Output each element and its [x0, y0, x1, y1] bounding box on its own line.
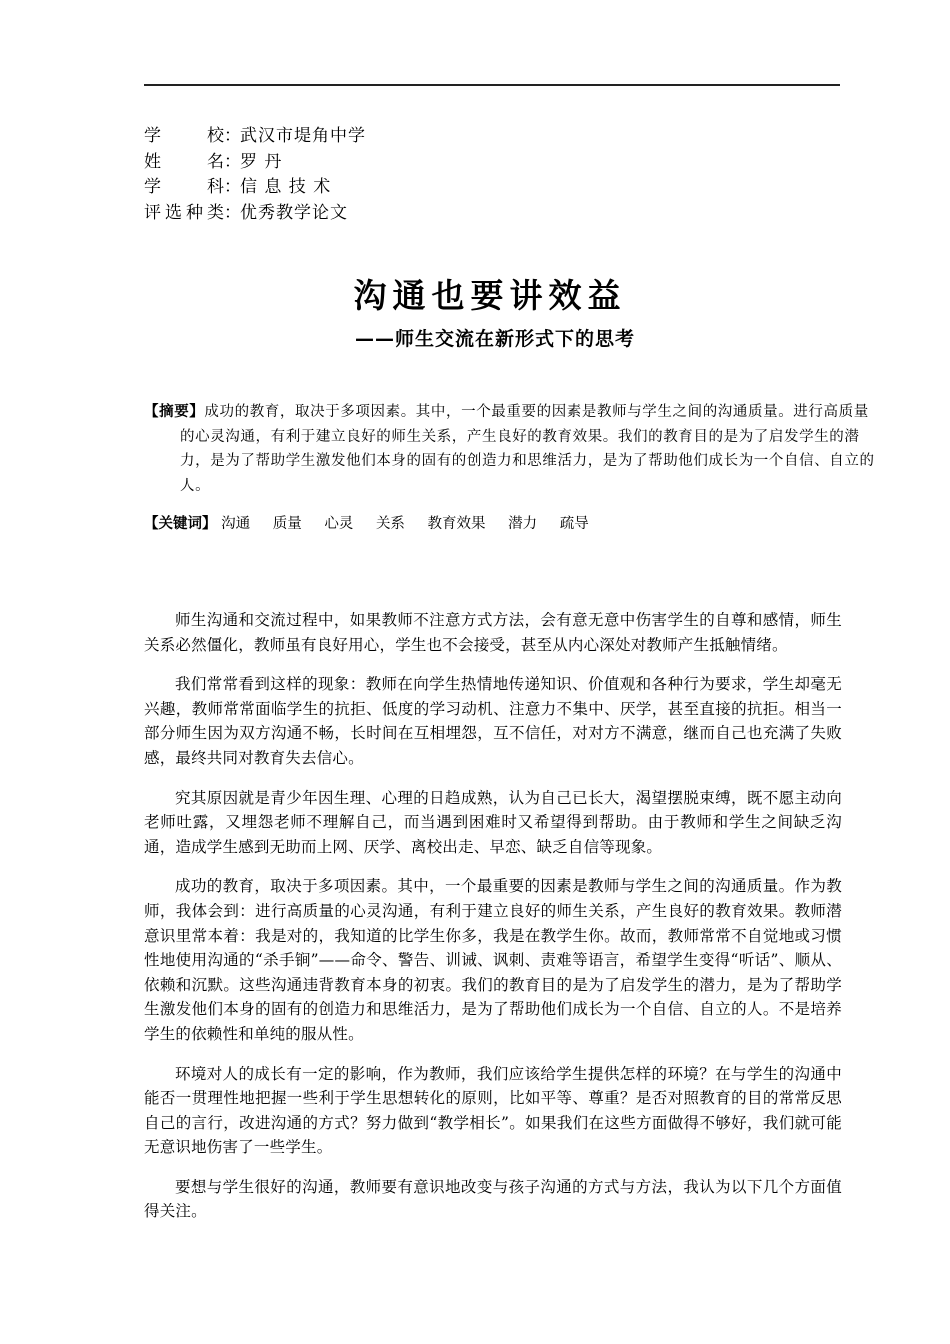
abstract-label: 【摘要】 — [144, 404, 205, 420]
keyword-item: 心灵 — [324, 516, 354, 532]
keyword-item: 质量 — [272, 516, 302, 532]
keywords — [144, 512, 844, 536]
school-colon: ： — [224, 126, 241, 146]
name-label: 姓名 — [144, 151, 224, 172]
subject-colon: ： — [224, 177, 241, 197]
keywords-label: 【关键词】 — [144, 516, 217, 532]
keyword-item: 潜力 — [508, 516, 538, 532]
abstract — [144, 400, 880, 498]
page-title: 沟通也要讲效益 — [353, 276, 627, 315]
school-value: 武汉市堤角中学 — [240, 126, 366, 146]
keyword-item: 疏导 — [559, 516, 589, 532]
category-value: 优秀教学论文 — [240, 202, 348, 223]
school-label: 学校 — [144, 126, 224, 146]
header-rule — [144, 84, 840, 86]
name-value: 罗 丹 — [240, 151, 283, 172]
abstract-text: 成功的教育，取决于多项因素。其中，一个最重要的因素是教师与学生之间的沟通质量。进行高质量的心灵沟通，有利于建立良好的师生关系，产生良好的教育效果。我们的教育目的是为了启发学生的潜力，是为了帮助学生激发他们本身的固有的创造力和思维活力，是为了帮助他们成长为一个自信、自立的人。 — [180, 404, 875, 494]
paragraph: 究其原因就是青少年因生理、心理的日趋成熟，认为自己已长大，渴望摆脱束缚，既不愿主动向老师吐露，又埋怨老师不理解自己，而当遇到困难时又希望得到帮助。由于教师和学生之间缺乏沟通，造成学生感到无助而上网、厌学、离校出走、早恋、缺乏自信等现象。 — [144, 788, 842, 856]
page-subtitle: ——师生交流在新形式下的思考 — [354, 328, 635, 350]
category-colon: ： — [224, 202, 241, 223]
article-body — [144, 608, 842, 1239]
category-label: 评选种类 — [144, 202, 224, 223]
keyword-item: 教育效果 — [427, 516, 486, 532]
paragraph: 环境对人的成长有一定的影响，作为教师，我们应该给学生提供怎样的环境？在与学生的沟通中能否一贯理性地把握一些利于学生思想转化的原则，比如平等、尊重？是否对照教育的目的常常反思自己的言行，改进沟通的方式？努力做到“教学相长”。如果我们在这些方面做得不够好，我们就可能无意识地伤害了一些学生。 — [144, 1064, 842, 1157]
subject-label: 学科 — [144, 177, 224, 197]
school-row — [144, 124, 366, 150]
paragraph: 成功的教育，取决于多项因素。其中，一个最重要的因素是教师与学生之间的沟通质量。作为教师，我体会到：进行高质量的心灵沟通，有利于建立良好的师生关系，产生良好的教育效果。教师潜意识里常本着：我是对的，我知道的比学生你多，我是在教学生你。故而，教师常常不自觉地或习惯性地使用沟通的“杀手锏”——命令、警告、训诫、讽刺、责难等语言，希望学生变得“听话”、顺从、依赖和沉默。这些沟通违背教育本身的初衷。我们的教育目的是为了启发学生的潜力，是为了帮助学生激发他们本身的固有的创造力和思维活力，是为了帮助他们成长为一个自信、自立的人。不是培养学生的依赖性和单纯的服从性。 — [144, 877, 842, 1043]
keyword-item: 沟通 — [221, 516, 251, 532]
category-row — [144, 201, 366, 227]
name-colon: ： — [224, 151, 241, 172]
paragraph: 要想与学生很好的沟通，教师要有意识地改变与孩子沟通的方式与方法，我认为以下几个方面值得关注。 — [144, 1177, 842, 1221]
paragraph: 我们常常看到这样的现象：教师在向学生热情地传递知识、价值观和各种行为要求，学生却毫无兴趣，教师常常面临学生的抗拒、低度的学习动机、注意力不集中、厌学，甚至直接的抗拒。相当一部分师生因为双方沟通不畅，长时间在互相埋怨，互不信任，对对方不满意，继而自己也充满了失败感，最终共同对教育失去信心。 — [144, 675, 842, 767]
paragraph: 师生沟通和交流过程中，如果教师不注意方式方法，会有意无意中伤害学生的自尊和感情，师生关系必然僵化，教师虽有良好用心，学生也不会接受，甚至从内心深处对教师产生抵触情绪。 — [144, 611, 842, 654]
keyword-item: 关系 — [375, 516, 405, 532]
author-info — [144, 124, 366, 226]
subject-row — [144, 175, 366, 201]
name-row — [144, 150, 366, 176]
subject-value: 信 息 技 术 — [240, 177, 332, 197]
